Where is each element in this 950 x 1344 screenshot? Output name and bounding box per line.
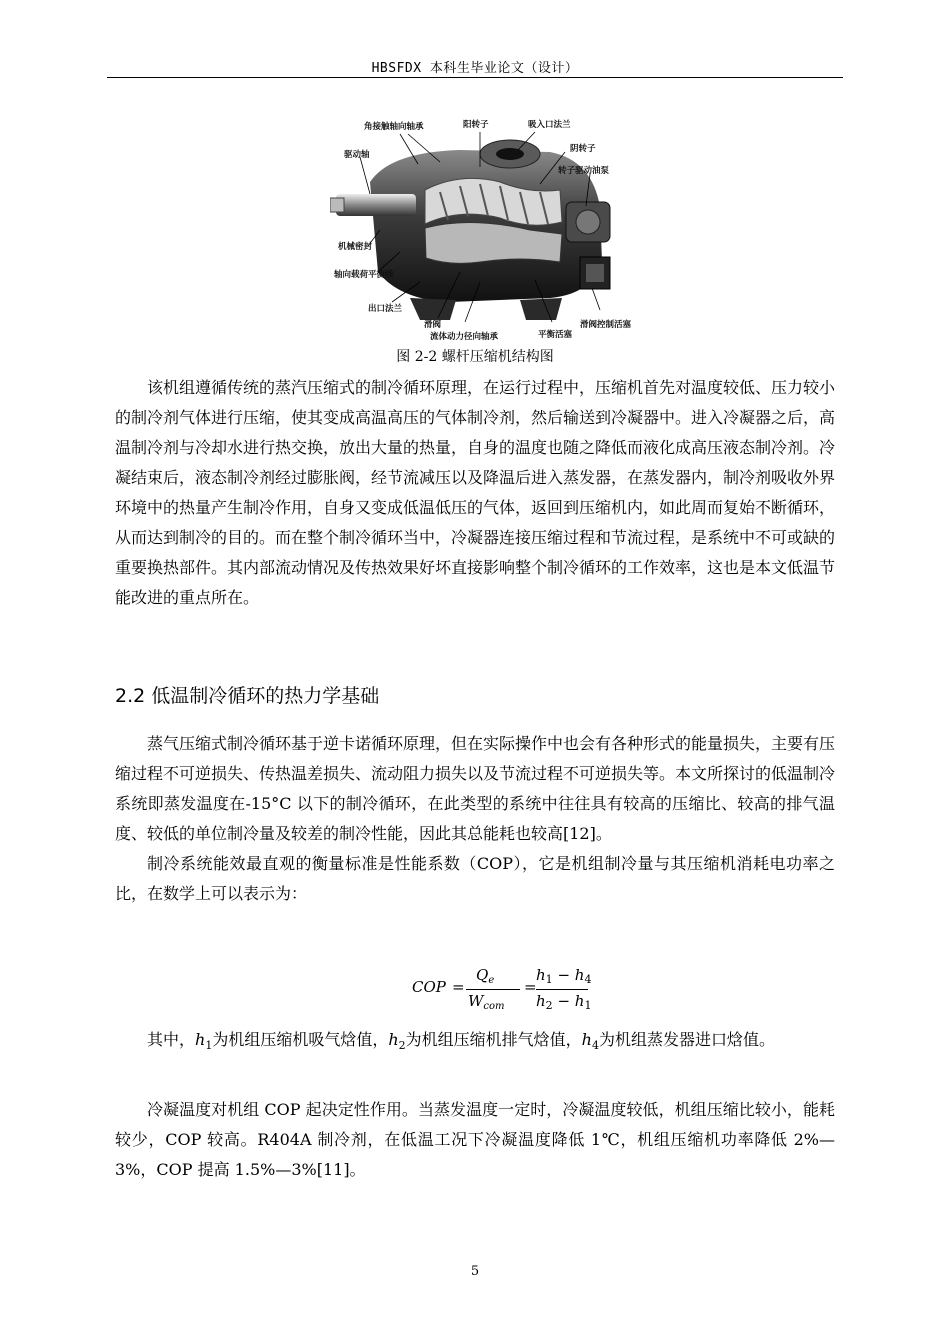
label-suction-flange: 吸入口法兰 — [528, 120, 571, 130]
paragraph-1-text: 该机组遵循传统的蒸汽压缩式的制冷循环原理，在运行过程中，压缩机首先对温度较低、压力较小的制冷剂气体进行压缩，使其变成高温高压的气体制冷剂，然后输送到冷凝器中。进入冷凝器之后，高温制冷剂与冷却水进行热交换，放出大量的热量，自身的温度也随之降低而液化成高压液态制冷剂。冷凝结束后，液态制冷剂经过膨胀阀，经节流减压以及降温后进入蒸发器，在蒸发器内，制冷剂吸收外界环境中的热量产生制冷作用，自身又变成低温低压的气体，返回到压缩机内，如此周而复始不断循环，从而达到制冷的目的。而在整个制冷循环当中，冷凝器连接压缩过程和节流过程，是系统中不可或缺的重要换热部件。其内部流动情况及传热效果好坏直接影响整个制冷循环的工作效率，这也是本文低温节能改进的重点所在。 — [115, 378, 836, 607]
formula-den2-a: h — [536, 992, 546, 1010]
figure-caption: 图 2-2 螺杆压缩机结构图 — [396, 349, 554, 365]
paragraph-4 — [115, 1025, 835, 1061]
fraction-bar-2 — [536, 989, 588, 990]
label-angular-bearing: 角接触轴向轴承 — [364, 122, 424, 132]
formula-eq-2: = — [524, 978, 537, 996]
label-balance-piston: 平衡活塞 — [538, 330, 573, 340]
paragraph-4-text — [115, 1025, 835, 1061]
var-h1: h — [195, 1030, 206, 1049]
p4-text-1: 其中， — [147, 1030, 196, 1049]
formula-num2-b: h — [574, 966, 585, 984]
paragraph-5-text: 冷凝温度对机组 COP 起决定性作用。当蒸发温度一定时，冷凝温度较低，机组压缩比较小，能耗较少，COP 较高。R404A 制冷剂，在低温工况下冷凝温度降低 1℃，机组压缩机功率降低 2%—3%，COP 提高 1.5%—3%[11]。 — [115, 1100, 835, 1179]
formula-num1: Q — [476, 966, 489, 984]
paragraph-3-text: 制冷系统能效最直观的衡量标准是性能系数（COP），它是机组制冷量与其压缩机消耗电功率之比，在数学上可以表示为： — [115, 854, 835, 903]
screw-compressor-figure — [330, 112, 632, 344]
formula-eq-1: = — [452, 978, 465, 996]
formula-num2-b-sub: 4 — [584, 973, 592, 986]
var-h4: h — [581, 1030, 592, 1049]
cop-formula — [412, 966, 592, 1014]
formula-num2-a-sub: 1 — [545, 973, 553, 986]
label-male-rotor: 阳转子 — [463, 120, 489, 130]
fraction-bar-1 — [466, 989, 520, 990]
formula-den2-op: − — [552, 992, 575, 1010]
paragraph-5 — [115, 1095, 835, 1185]
formula-den2-b-sub: 1 — [584, 999, 592, 1012]
formula-num2-op: − — [552, 966, 575, 984]
var-h2-sub: 2 — [398, 1039, 406, 1053]
section-title: 2.2 低温制冷循环的热力学基础 — [115, 685, 380, 707]
label-control-piston: 滑阀控制活塞 — [580, 320, 632, 330]
page-number: 5 — [470, 1264, 480, 1279]
paragraph-2-text: 蒸气压缩式制冷循环基于逆卡诺循环原理，但在实际操作中也会有各种形式的能量损失，主要有压缩过程不可逆损失、传热温差损失、流动阻力损失以及节流过程不可逆损失等。本文所探讨的低温制冷系统即蒸发温度在-15°C 以下的制冷循环，在此类型的系统中往往具有较高的压缩比、较高的排气温度、较低的单位制冷量及较差的制冷性能，因此其总能耗也较高[12]。 — [115, 734, 836, 843]
var-h4-sub: 4 — [591, 1039, 599, 1053]
label-balance-line: 轴向载荷平衡线 — [334, 270, 394, 280]
label-slide-valve: 滑阀 — [424, 320, 442, 330]
page-header: HBSFDX 本科生毕业论文（设计） — [371, 61, 579, 76]
p4-text-3: 为机组压缩机排气焓值， — [405, 1030, 582, 1049]
label-female-rotor: 阴转子 — [570, 144, 596, 154]
formula-den1-sub: com — [483, 1001, 505, 1012]
label-outlet-flange: 出口法兰 — [368, 304, 403, 314]
header-rule — [107, 77, 843, 78]
p4-text-2: 为机组压缩机吸气焓值， — [212, 1030, 389, 1049]
label-radial-bearing: 流体动力径向轴承 — [430, 332, 499, 342]
paragraph-2 — [115, 729, 835, 909]
formula-den2-a-sub: 2 — [545, 999, 553, 1012]
formula-den2-b: h — [574, 992, 585, 1010]
formula-num1-sub: e — [488, 975, 495, 986]
paragraph-1 — [115, 373, 835, 613]
label-mech-seal: 机械密封 — [338, 242, 373, 252]
label-oil-pump: 转子驱动油泵 — [558, 166, 610, 176]
formula-lhs: COP — [412, 978, 446, 996]
var-h2: h — [388, 1030, 399, 1049]
formula-den1: W — [468, 992, 484, 1010]
formula-num2-a: h — [536, 966, 546, 984]
var-h1-sub: 1 — [205, 1039, 213, 1053]
p4-text-4: 为机组蒸发器进口焓值。 — [598, 1030, 775, 1049]
label-drive-shaft: 驱动轴 — [344, 150, 370, 160]
